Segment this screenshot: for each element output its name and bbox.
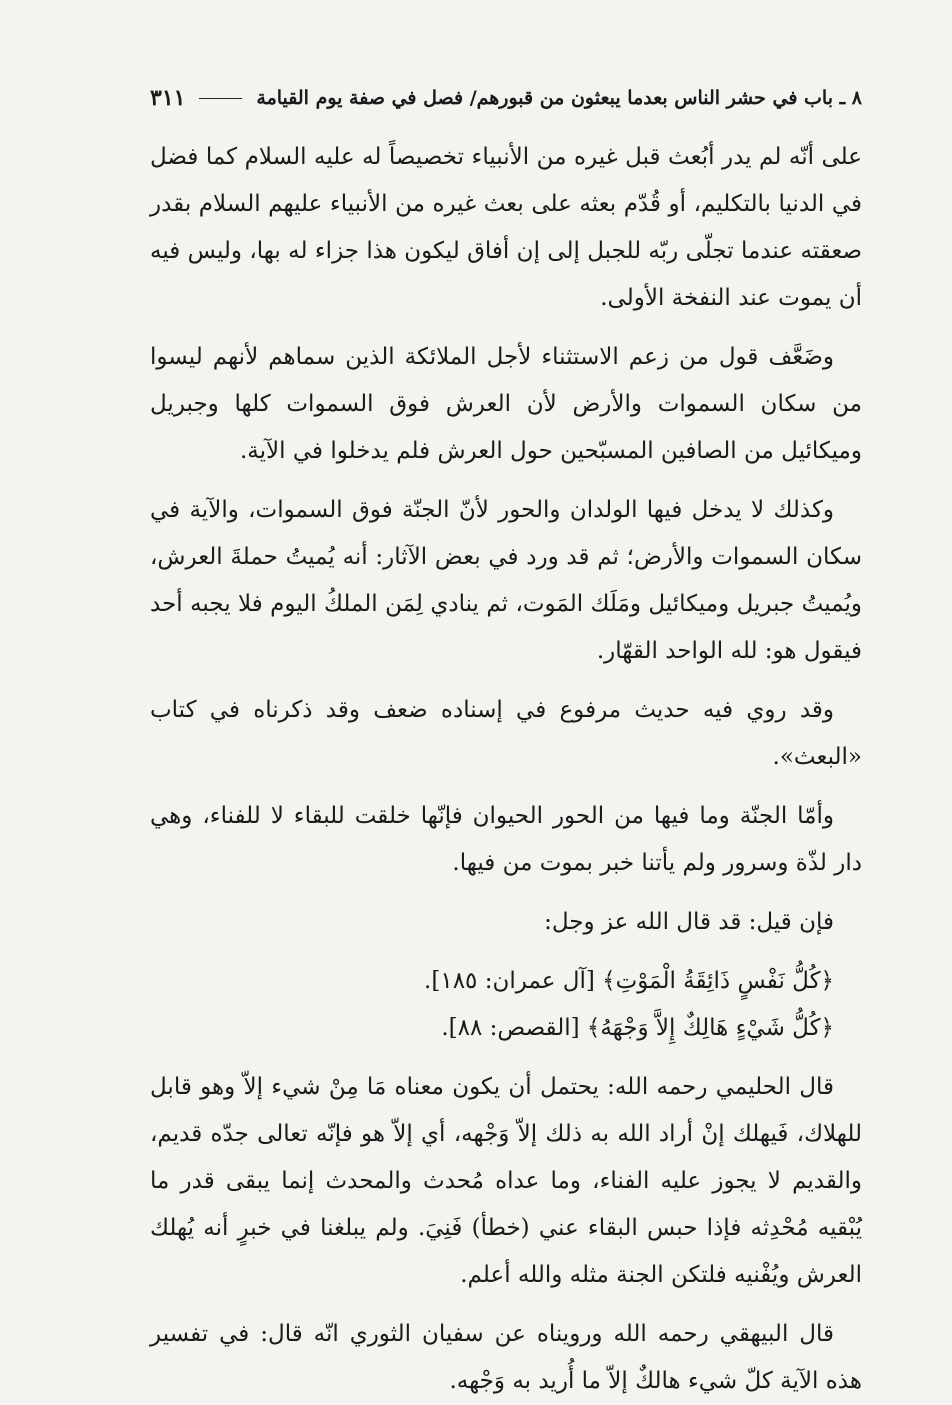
header-rule: [199, 98, 242, 99]
paragraph: وضَعَّف قول من زعم الاستثناء لأجل الملائكة الذين سماهم لأنهم ليسوا من سكان السموات والأرض لأن العرش فوق السموات كلها وجبريل وميكائيل من الصافين المسبّحين حول العرش فلم يدخلوا في الآية.: [150, 344, 862, 464]
quran-verse: ﴿كُلُّ نَفْسٍ ذَائِقَةُ الْمَوْتِ﴾ [آل عمران: ١٨٥].: [424, 968, 834, 994]
book-page: [150, 80, 862, 1394]
page-number: ٣١١: [150, 85, 186, 111]
paragraph: وقد روي فيه حديث مرفوع في إسناده ضعف وقد ذكرناه في كتاب «البعث».: [150, 697, 862, 770]
chapter-title: ٨ ـ باب في حشر الناس بعدما يبعثون من قبورهم/ فصل في صفة يوم القيامة: [256, 87, 862, 109]
quran-verse: ﴿كُلُّ شَيْءٍ هَالِكٌ إِلاَّ وَجْهَهُ﴾ [القصص: ٨٨].: [441, 1015, 834, 1041]
paragraph: وكذلك لا يدخل فيها الولدان والحور لأنّ الجنّة فوق السموات، والآية في سكان السموات والأرض؛ ثم قد ورد في بعض الآثار: أنه يُميتُ حملةَ العرش، ويُميتُ جبريل وميكائيل ومَلَك المَوت، ثم ينادي لِمَن الملكُ اليوم فلا يجبه أحد فيقول هو: لله الواحد القهّار.: [150, 497, 862, 664]
paragraph: وأمّا الجنّة وما فيها من الحور الحيوان فإنّها خلقت للبقاء لا للفناء، وهي دار لذّة وسرور ولم يأتنا خبر بموت من فيها.: [150, 803, 862, 876]
running-header: [150, 80, 862, 116]
paragraph: فإن قيل: قد قال الله عز وجل:: [544, 909, 834, 935]
paragraph: قال الحليمي رحمه الله: يحتمل أن يكون معناه مَا مِنْ شيء إلاّ وهو قابل للهلاك، فَيهلك إنْ أراد الله به ذلك إلاّ وَجْهه، أي إلاّ هو فإنّه تعالى جدّه قديم، والقديم لا يجوز عليه الفناء، وما عداه مُحدث والمحدث إنما يبقى قدر ما يُبْقيه مُحْدِثه فإذا حبس البقاء عني (خطأ) فَنِيَ. ولم يبلغنا في خبرٍ أنه يُهلك العرش ويُفْنيه فلتكن الجنة مثله والله أعلم.: [150, 1074, 862, 1288]
body-text: [150, 134, 862, 1405]
paragraph: على أنّه لم يدر أبُعث قبل غيره من الأنبياء تخصيصاً له عليه السلام كما فضل في الدنيا بالتكليم، أو قُدّم بعثه على بعث غيره من الأنبياء عليهم السلام بقدر صعقته عندما تجلّى ربّه للجبل إلى إن أفاق ليكون هذا جزاء له بها، وليس فيه أن يموت عند النفخة الأولى.: [150, 144, 862, 311]
paragraph: قال البيهقي رحمه الله ورويناه عن سفيان الثوري انّه قال: في تفسير هذه الآية كلّ شيء هالكٌ إلاّ ما أُريد به وَجْهه.: [150, 1321, 862, 1394]
